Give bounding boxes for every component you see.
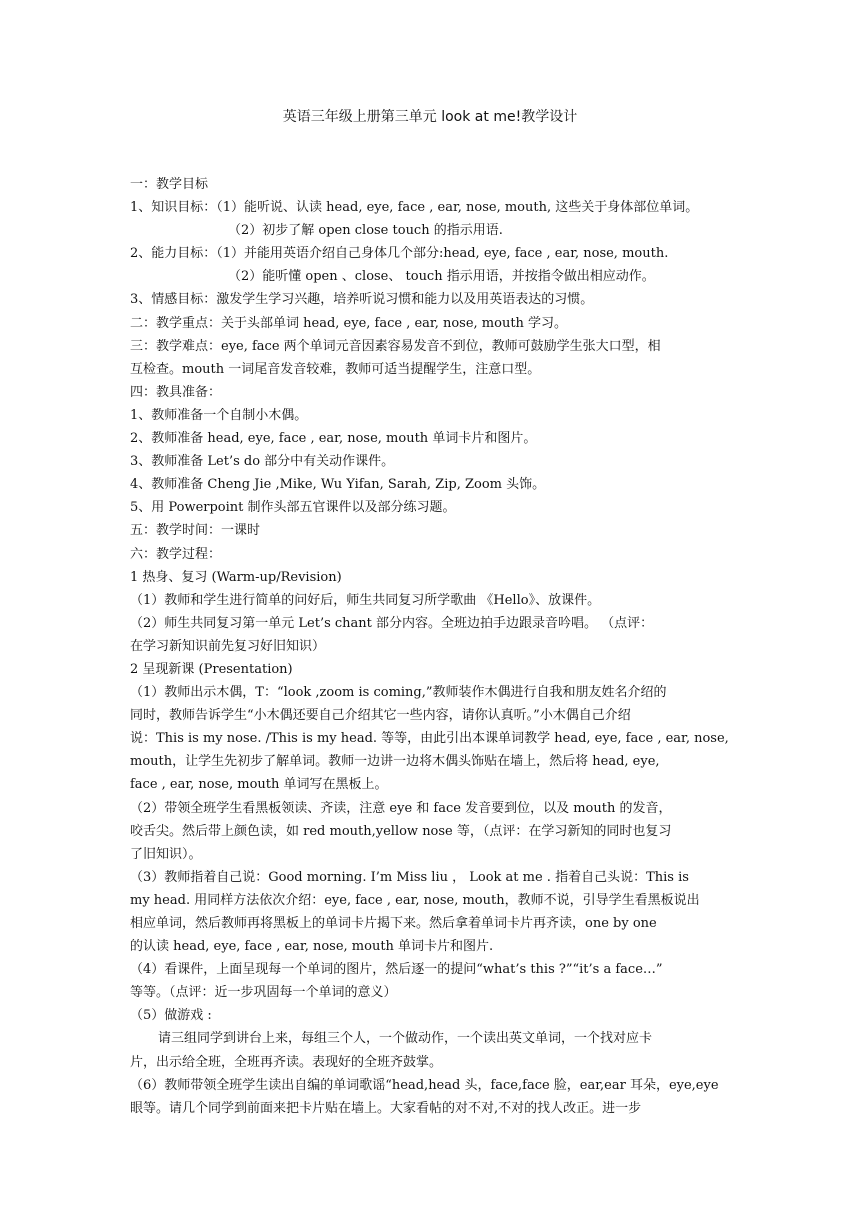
text-line: （6）教师带领全班学生读出自编的单词歌谣“head,head 头，face,face 脸，ear,ear 耳朵，eye,eye [130, 1077, 719, 1093]
text-line: 2、能力目标：（1）并能用英语介绍自己身体几个部分:head, eye, face , ear, nose, mouth. [130, 246, 669, 262]
text-line: （2）带领全班学生看黑板领读、齐读，注意 eye 和 face 发音要到位，以及 mouth 的发音， [130, 800, 672, 816]
text-line: 1、教师准备一个自制小木偶。 [130, 407, 308, 423]
text-line: 3、情感目标：激发学生学习兴趣，培养听说习惯和能力以及用英语表达的习惯。 [130, 292, 594, 308]
text-line: 1 热身、复习 (Warm-up/Revision) [130, 569, 342, 585]
text-line: mouth，让学生先初步了解单词。教师一边讲一边将木偶头饰贴在墙上，然后将 head, eye, [130, 754, 660, 770]
document-title: 英语三年级上册第三单元 look at me!教学设计 [282, 109, 578, 125]
text-line: （1）教师和学生进行简单的问好后，师生共同复习所学歌曲 《Hello》、放课件。 [130, 592, 601, 608]
text-line: 一：教学目标 [130, 177, 209, 192]
text-line: 的认读 head, eye, face , ear, nose, mouth 单词卡片和图片. [130, 939, 494, 955]
text-line: 2 呈现新课 (Presentation) [130, 661, 293, 677]
text-line: 说：This is my nose. /This is my head. 等等，由此引出本课单词教学 head, eye, face , ear, nose, [130, 731, 729, 747]
text-line: 4、教师准备 Cheng Jie ,Mike, Wu Yifan, Sarah, Zip, Zoom 头饰。 [130, 477, 546, 493]
text-line: 二：教学重点：关于头部单词 head, eye, face , ear, nose, mouth 学习。 [130, 315, 568, 331]
text-line: 互检查。mouth 一词尾音发音较难，教师可适当提醒学生，注意口型。 [130, 361, 541, 377]
text-line: face , ear, nose, mouth 单词写在黑板上。 [130, 777, 388, 793]
text-line: my head. 用同样方法依次介绍：eye, face , ear, nose, mouth，教师不说，引导学生看黑板说出 [130, 892, 700, 908]
text-line: （4）看课件，上面呈现每一个单词的图片，然后逐一的提问“what’s this ?”“it’s a face…” [130, 962, 663, 978]
text-line: 等等。（点评：近一步巩固每一个单词的意义） [130, 985, 397, 1001]
text-line: （3）教师指着自己说：Good morning. I’m Miss liu ， Look at me . 指着自己头说：This is [130, 869, 689, 885]
text-line: 眼等。请几个同学到前面来把卡片贴在墙上。大家看帖的对不对,不对的找人改正。进一步 [130, 1100, 642, 1116]
text-line: 六：教学过程： [130, 546, 222, 562]
text-line: （5）做游戏 : [130, 1008, 212, 1024]
text-line: 了旧知识）。 [130, 846, 202, 862]
text-line: （2）初步了解 open close touch 的指示用语. [228, 223, 503, 239]
text-line: 请三组同学到讲台上来，每组三个人，一个做动作，一个读出英文单词，一个找对应卡 [158, 1031, 653, 1047]
text-line: （2）能听懂 open 、close、 touch 指示用语，并按指令做出相应动作。 [228, 269, 655, 285]
text-line: （1）教师出示木偶，T：“look ,zoom is coming,”教师装作木偶进行自我和朋友姓名介绍的 [130, 685, 667, 701]
document-body [130, 173, 734, 1120]
text-line: 三：教学难点：eye, face 两个单词元音因素容易发音不到位，教师可鼓励学生张大口型，相 [130, 338, 661, 354]
text-line: 5、用 Powerpoint 制作头部五官课件以及部分练习题。 [130, 500, 456, 516]
text-line: 片，出示给全班，全班再齐读。表现好的全班齐鼓掌。 [130, 1054, 443, 1070]
text-line: 2、教师准备 head, eye, face , ear, nose, mouth 单词卡片和图片。 [130, 431, 537, 447]
text-line: （2）师生共同复习第一单元 Let’s chant 部分内容。全班边拍手边跟录音吟唱。 （点评： [130, 615, 654, 631]
text-line: 相应单词，然后教师再将黑板上的单词卡片揭下来。然后拿着单词卡片再齐读，one by one [130, 916, 657, 931]
text-line: 咬舌尖。然后带上颜色读，如 red mouth,yellow nose 等，（点评：在学习新知的同时也复习 [130, 823, 672, 839]
text-line: 四：教具准备： [130, 384, 222, 400]
text-line: 1、知识目标：（1）能听说、认读 head, eye, face , ear, nose, mouth, 这些关于身体部位单词。 [130, 200, 699, 216]
text-line: 同时，教师告诉学生“小木偶还要自己介绍其它一些内容，请你认真听。”小木偶自己介绍 [130, 708, 631, 724]
text-line: 五：教学时间：一课时 [130, 523, 261, 539]
text-line: 在学习新知识前先复习好旧知识） [130, 638, 326, 654]
text-line: 3、教师准备 Let’s do 部分中有关动作课件。 [130, 454, 395, 470]
